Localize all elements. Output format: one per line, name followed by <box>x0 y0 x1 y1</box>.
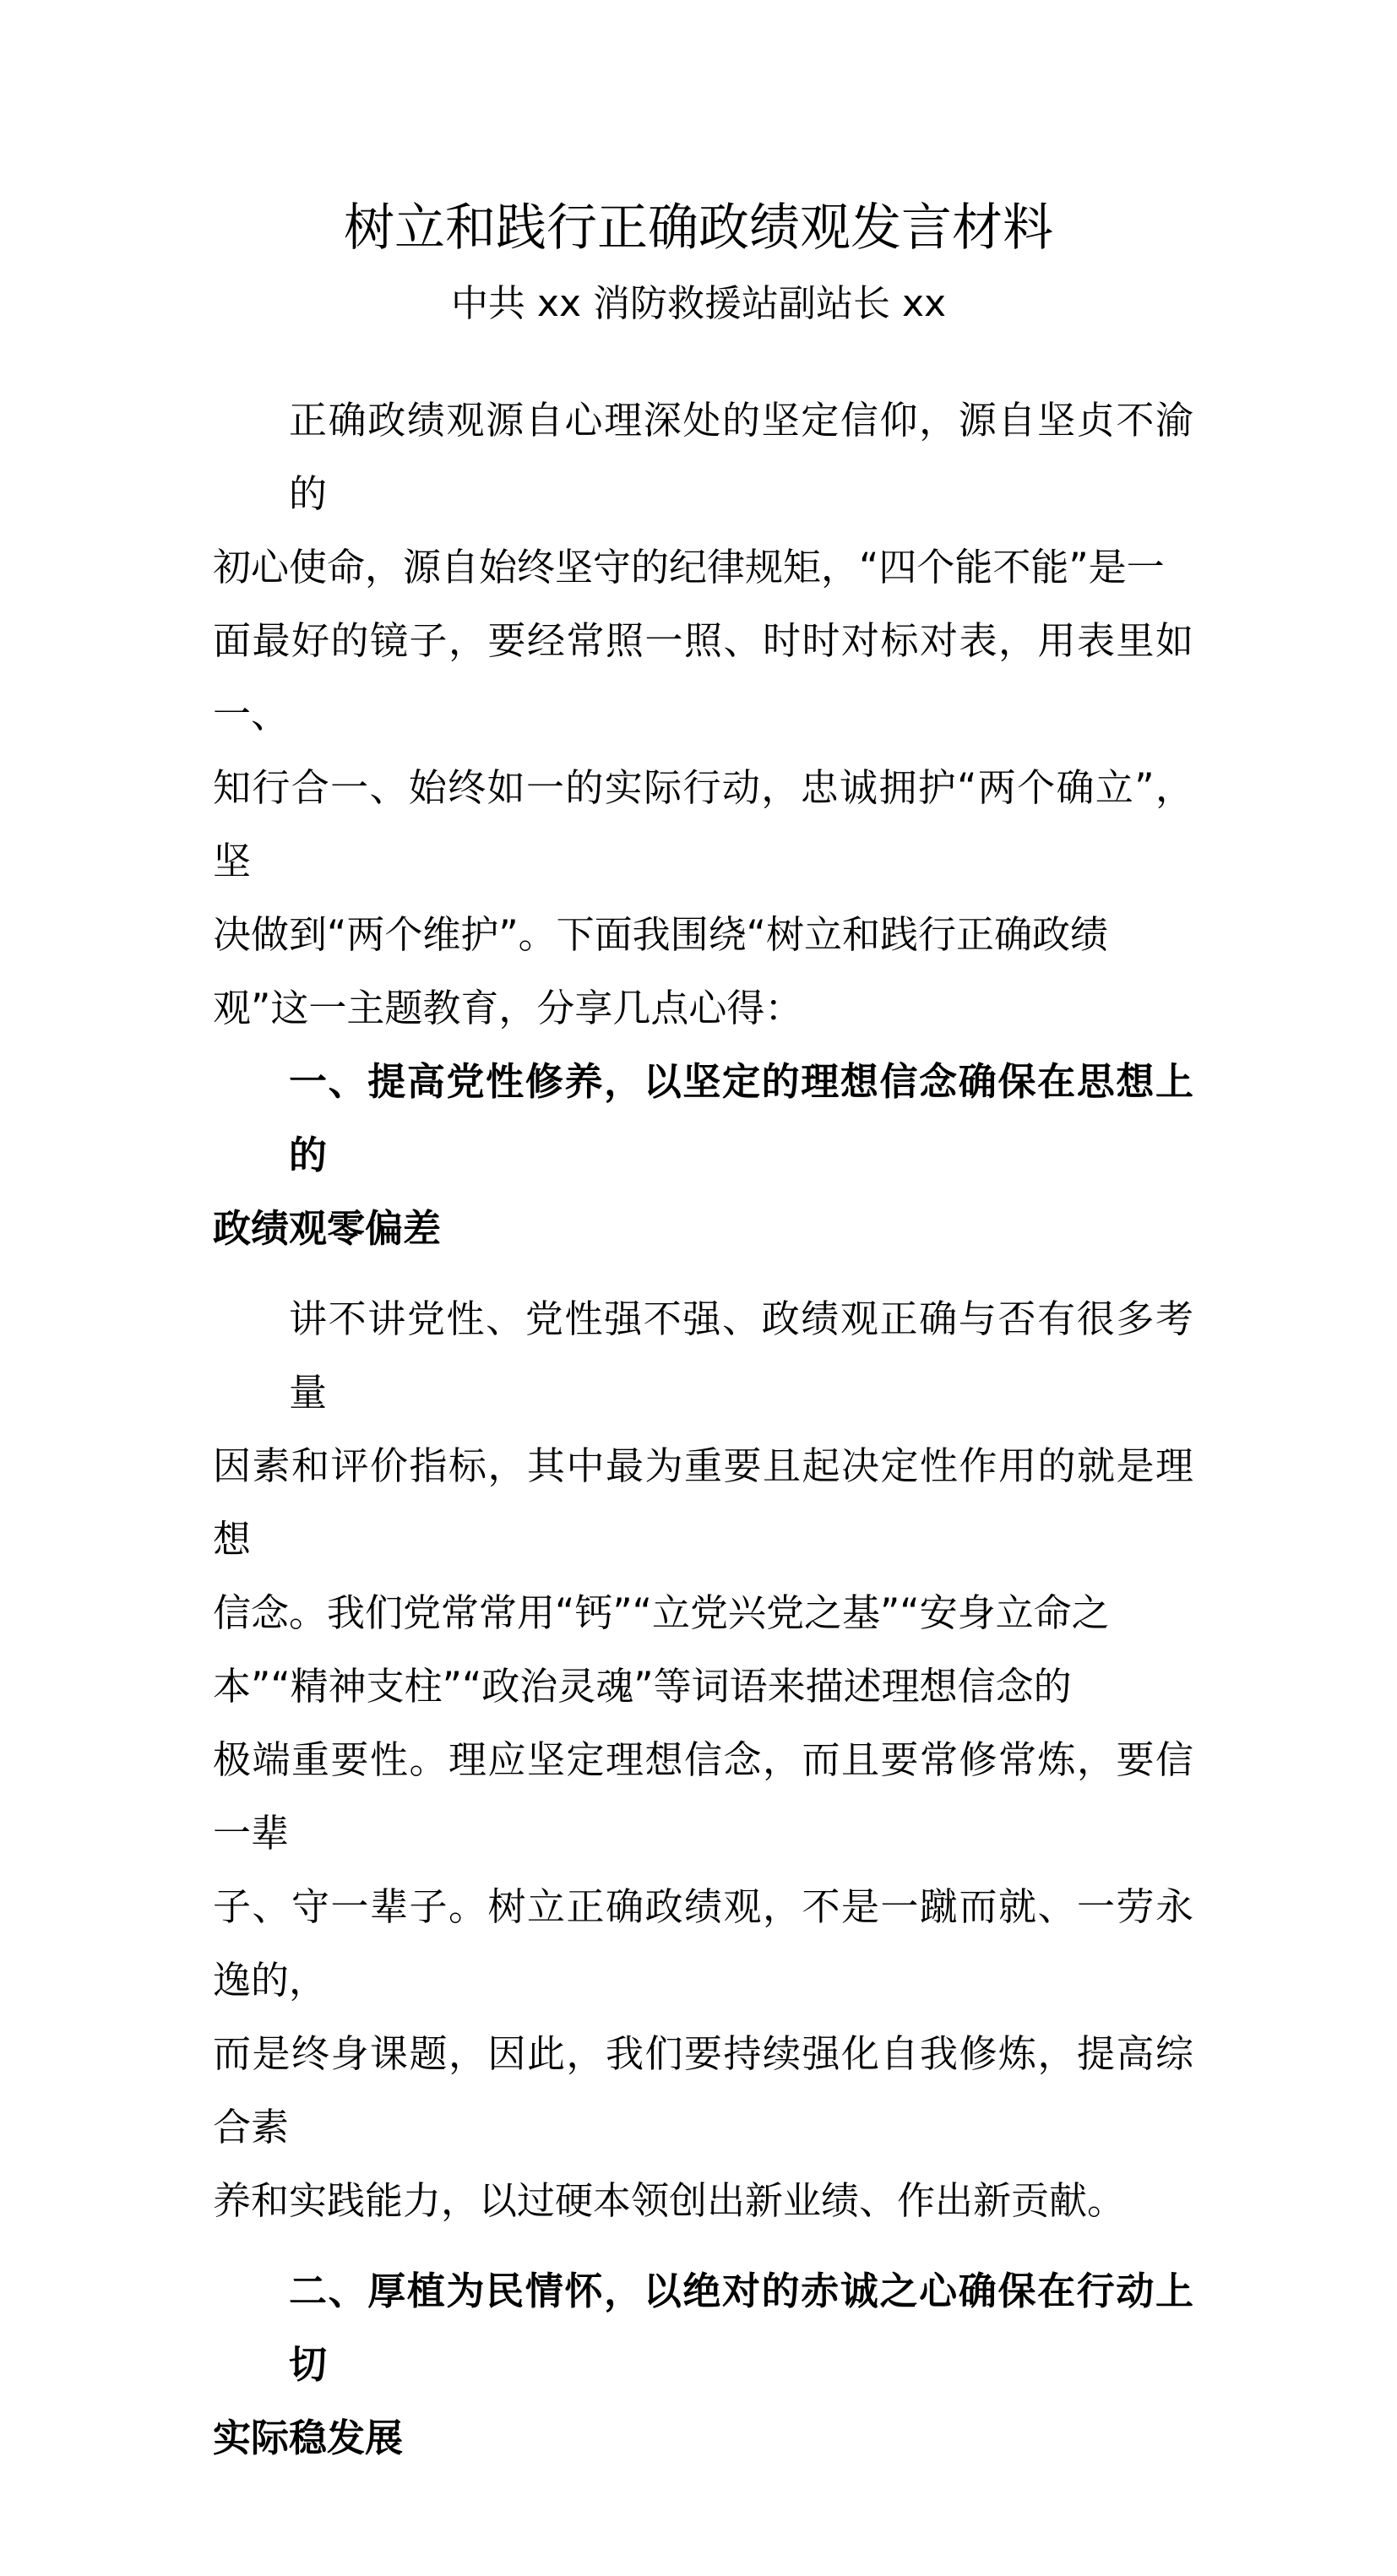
text-line: 决做到“两个维护”。下面我围绕“树立和践行正确政绩 <box>213 912 1108 957</box>
heading-line: 实际稳发展 <box>213 2416 404 2460</box>
section-heading-1 <box>213 1045 1193 1265</box>
text-line: 本”“精神支柱”“政治灵魂”等词语来描述理想信念的 <box>213 1664 1072 1709</box>
body-paragraph <box>213 1282 1193 2237</box>
text-line: 正确政绩观源自心理深处的坚定信仰，源自坚贞不渝的 <box>289 398 1193 516</box>
section-heading-2 <box>213 2254 1193 2475</box>
text-line: 信念。我们党常常用“钙”“立党兴党之基”“安身立命之 <box>213 1590 1110 1635</box>
heading-line: 二、厚植为民情怀，以绝对的赤诚之心确保在行动上切 <box>289 2269 1193 2387</box>
text-line: 知行合一、始终如一的实际行动，忠诚拥护“两个确立”，坚 <box>213 765 1193 883</box>
text-line: 观”这一主题教育，分享几点心得： <box>213 986 803 1030</box>
intro-paragraph <box>213 383 1193 1045</box>
text-line: 面最好的镜子，要经常照一照、时时对标对表，用表里如一、 <box>213 618 1193 736</box>
heading-line: 政绩观零偏差 <box>213 1206 442 1251</box>
text-line: 而是终身课题，因此，我们要持续强化自我修炼，提高综合素 <box>213 2031 1193 2149</box>
document-subtitle: 中共 xx 消防救援站副站长 xx <box>450 282 947 325</box>
text-line: 子、守一辈子。树立正确政绩观，不是一蹴而就、一劳永逸的， <box>213 1884 1193 2003</box>
heading-line: 一、提高党性修养，以坚定的理想信念确保在思想上的 <box>289 1059 1193 1177</box>
text-line: 极端重要性。理应坚定理想信念，而且要常修常炼，要信一辈 <box>213 1737 1193 1856</box>
text-line: 养和实践能力，以过硬本领创出新业绩、作出新贡献。 <box>213 2178 1126 2223</box>
text-line: 讲不讲党性、党性强不强、政绩观正确与否有很多考量 <box>289 1296 1193 1415</box>
text-line: 初心使命，源自始终坚守的纪律规矩，“四个能不能”是一 <box>213 545 1165 590</box>
document-title: 树立和践行正确政绩观发言材料 <box>344 198 1053 258</box>
text-line: 因素和评价指标，其中最为重要且起决定性作用的就是理想 <box>213 1443 1193 1562</box>
